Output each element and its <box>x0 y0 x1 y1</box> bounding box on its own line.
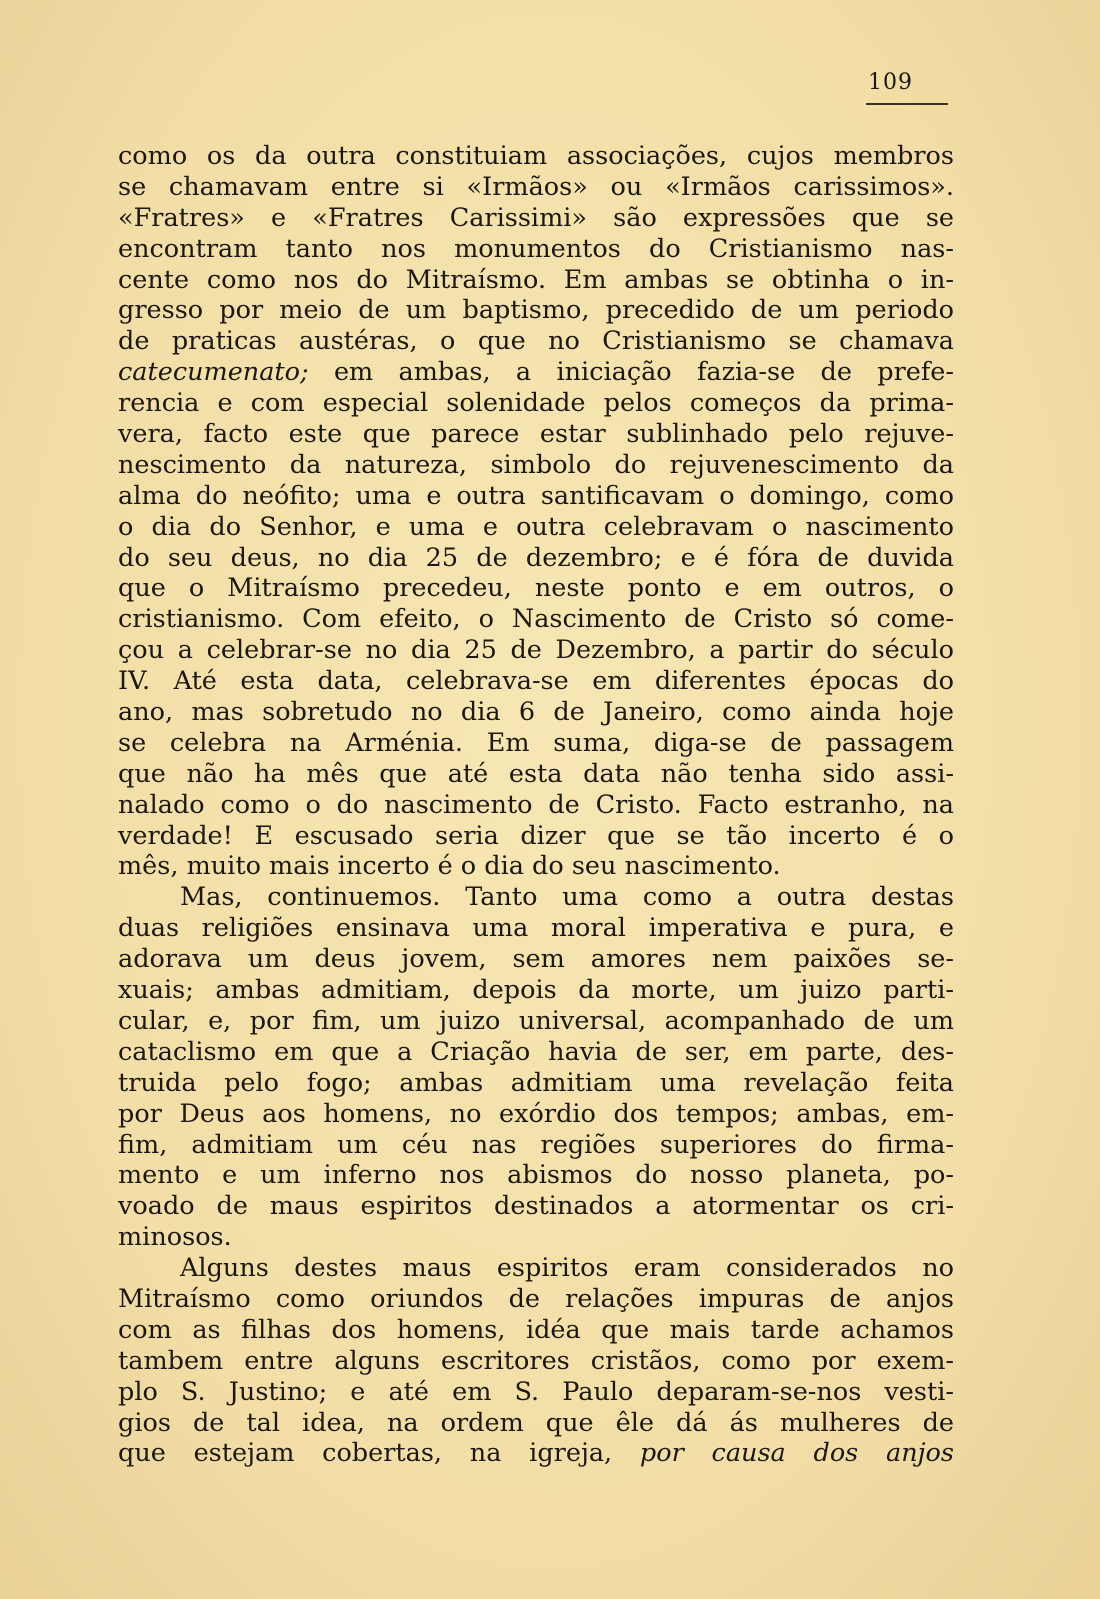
text-line: minosos. <box>118 1222 232 1253</box>
text-line: alma do neófito; uma e outra santificavam o domingo, como <box>118 480 954 511</box>
page-number: 109 <box>868 70 913 95</box>
text-line: tambem entre alguns escritores cristãos, como por exem- <box>118 1345 954 1376</box>
text-line: ano, mas sobretudo no dia 6 de Janeiro, como ainda hoje <box>118 697 954 728</box>
text-line: mento e um inferno nos abismos do nosso planeta, po- <box>118 1160 954 1191</box>
text-line: IV. Até esta data, celebrava-se em diferentes épocas do <box>118 666 954 697</box>
text-line: çou a celebrar-se no dia 25 de Dezembro, a partir do século <box>118 635 954 666</box>
text-line: de praticas austéras, o que no Cristianismo se chamava <box>118 326 954 357</box>
text-line: como os da outra constituiam associações, cujos membros <box>118 141 954 171</box>
text-line: Alguns destes maus espiritos eram considerados no <box>180 1253 954 1284</box>
italic-phrase: por causa dos anjos <box>639 1438 954 1469</box>
text-line: adorava um deus jovem, sem amores nem paixões se- <box>118 944 954 975</box>
italic-term: catecumenato; <box>118 357 309 388</box>
text-line: gresso por meio de um baptismo, precedido de um periodo <box>118 295 954 326</box>
body-text <box>118 141 954 1469</box>
text-line: do seu deus, no dia 25 de dezembro; e é fóra de duvida <box>118 542 954 573</box>
text-line <box>118 1438 954 1469</box>
text-line: que não ha mês que até esta data não tenha sido assi- <box>118 758 954 789</box>
text-line: gios de tal idea, na ordem que êle dá ás mulheres de <box>118 1407 954 1438</box>
text-line: cristianismo. Com efeito, o Nascimento de Cristo só come- <box>118 604 954 635</box>
text-line: Mitraísmo como oriundos de relações impuras de anjos <box>118 1283 954 1314</box>
text-line: duas religiões ensinava uma moral imperativa e pura, e <box>118 913 954 944</box>
text-line: cataclismo em que a Criação havia de ser, em parte, des- <box>118 1036 954 1067</box>
text-line: encontram tanto nos monumentos do Cristianismo nas- <box>118 233 954 264</box>
text-line: nescimento da natureza, simbolo do rejuvenescimento da <box>118 449 954 480</box>
text-line: verdade! E escusado seria dizer que se tão incerto é o <box>118 820 954 851</box>
text-line: por Deus aos homens, no exórdio dos tempos; ambas, em- <box>118 1098 954 1129</box>
text-span: que estejam cobertas, na igreja, <box>118 1438 640 1469</box>
text-line: rencia e com especial solenidade pelos começos da prima- <box>118 388 954 419</box>
text-line: mês, muito mais incerto é o dia do seu nascimento. <box>118 851 781 882</box>
text-line: que o Mitraísmo precedeu, neste ponto e em outros, o <box>118 573 954 604</box>
text-line: cente como nos do Mitraísmo. Em ambas se obtinha o in- <box>118 264 954 295</box>
text-line: nalado como o do nascimento de Cristo. Facto estranho, na <box>118 789 954 820</box>
text-line: Mas, continuemos. Tanto uma como a outra destas <box>180 882 954 913</box>
text-line: com as filhas dos homens, idéa que mais tarde achamos <box>118 1314 954 1345</box>
header-rule <box>866 103 948 105</box>
text-line: vera, facto este que parece estar sublinhado pelo rejuve- <box>118 419 954 450</box>
text-line: o dia do Senhor, e uma e outra celebravam o nascimento <box>118 511 954 542</box>
text-line: xuais; ambas admitiam, depois da morte, um juizo parti- <box>118 975 954 1006</box>
text-line: «Fratres» e «Fratres Carissimi» são expressões que se <box>118 202 954 233</box>
text-line <box>118 357 954 388</box>
text-line: plo S. Justino; e até em S. Paulo deparam-se-nos vesti- <box>118 1376 954 1407</box>
text-line: se chamavam entre si «Irmãos» ou «Irmãos carissimos». <box>118 171 954 202</box>
text-line: voado de maus espiritos destinados a atormentar os cri- <box>118 1191 954 1222</box>
text-span: em ambas, a iniciação fazia-se de prefe- <box>308 357 954 388</box>
text-line: cular, e, por fim, um juizo universal, acompanhado de um <box>118 1005 954 1036</box>
text-line: truida pelo fogo; ambas admitiam uma revelação feita <box>118 1067 954 1098</box>
text-line: se celebra na Arménia. Em suma, diga-se de passagem <box>118 727 954 758</box>
text-line: fim, admitiam um céu nas regiões superiores do firma- <box>118 1129 954 1160</box>
